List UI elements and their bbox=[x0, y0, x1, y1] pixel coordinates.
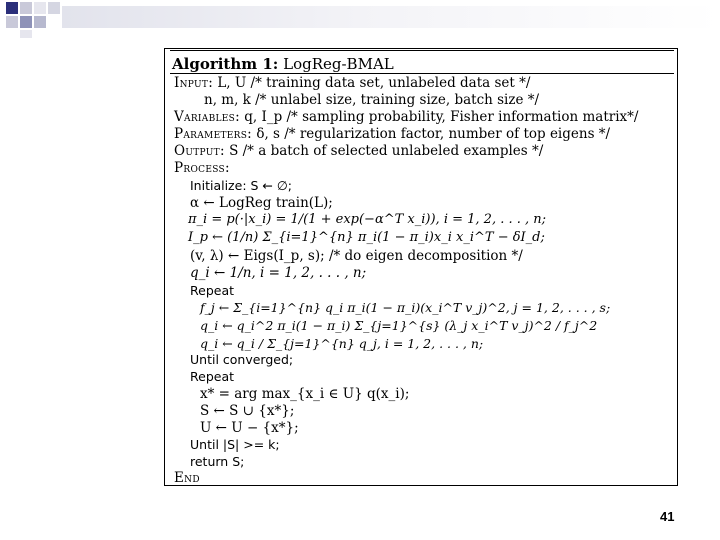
decorative-square bbox=[20, 2, 32, 14]
parameters-value: δ, s /* regularization factor, number of top eigens */ bbox=[256, 126, 611, 142]
process-line bbox=[174, 160, 230, 176]
step-until-converged: Until converged; bbox=[190, 352, 294, 367]
end-label: End bbox=[174, 470, 200, 486]
input-label: Input: bbox=[174, 75, 214, 91]
step-initialize: Initialize: S ← ∅; bbox=[190, 178, 292, 193]
algorithm-title-rule bbox=[170, 73, 674, 74]
step-remove-from-u: U ← U − {x*}; bbox=[200, 420, 299, 436]
input-value: L, U /* training data set, unlabeled data set */ bbox=[217, 75, 531, 91]
step-q-update: q_i ← q_i^2 π_i(1 − π_i) Σ_{j=1}^{s} (λ_j x_i^T v_j)^2 / f_j^2 bbox=[200, 318, 598, 333]
algorithm-heading bbox=[172, 55, 394, 73]
decorative-square bbox=[6, 16, 18, 28]
step-repeat-1: Repeat bbox=[190, 283, 235, 298]
step-q-normalize: q_i ← q_i / Σ_{j=1}^{n} q_j, i = 1, 2, . . . , n; bbox=[200, 336, 484, 351]
step-fisher: I_p ← (1/n) Σ_{i=1}^{n} π_i(1 − π_i)x_i x_i^T − δI_d; bbox=[188, 230, 545, 245]
algorithm-name: LogReg-BMAL bbox=[283, 55, 394, 73]
output-line bbox=[174, 143, 543, 159]
variables-value: q, I_p /* sampling probability, Fisher information matrix*/ bbox=[244, 109, 639, 125]
decorative-square bbox=[34, 16, 46, 28]
step-q-init: q_i ← 1/n, i = 1, 2, . . . , n; bbox=[190, 265, 367, 281]
decorative-square bbox=[34, 2, 46, 14]
decorative-square bbox=[6, 2, 18, 14]
decorative-square bbox=[20, 16, 32, 28]
input-line bbox=[174, 75, 530, 91]
decorative-header-band bbox=[0, 0, 720, 40]
step-repeat-2: Repeat bbox=[190, 369, 235, 384]
output-label: Output: bbox=[174, 143, 225, 159]
process-label: Process: bbox=[174, 160, 230, 176]
step-f-j: f_j ← Σ_{i=1}^{n} q_i π_i(1 − π_i)(x_i^T v_j)^2, j = 1, 2, . . . , s; bbox=[200, 300, 611, 315]
parameters-line bbox=[174, 126, 610, 142]
step-pi: π_i = p(·|x_i) = 1/(1 + exp(−α^T x_i)), i = 1, 2, . . . , n; bbox=[188, 212, 547, 227]
decorative-square bbox=[20, 30, 32, 38]
variables-label: Variables: bbox=[174, 109, 240, 125]
variables-line bbox=[174, 109, 638, 125]
algorithm-title: Algorithm 1: bbox=[172, 55, 279, 73]
input-value-2: n, m, k /* unlabel size, training size, batch size */ bbox=[204, 92, 540, 108]
step-argmax: x* = arg max_{x_i ∈ U} q(x_i); bbox=[200, 386, 410, 402]
step-add-to-s: S ← S ∪ {x*}; bbox=[200, 403, 295, 419]
parameters-label: Parameters: bbox=[174, 126, 253, 142]
output-value: S /* a batch of selected unlabeled examples */ bbox=[229, 143, 544, 159]
decorative-square bbox=[48, 2, 60, 14]
step-return: return S; bbox=[190, 454, 245, 469]
step-until-size: Until |S| >= k; bbox=[190, 437, 280, 452]
input-line-2 bbox=[204, 92, 539, 108]
decorative-band-fade bbox=[62, 6, 720, 28]
page-number: 41 bbox=[660, 509, 675, 524]
step-logreg-train: α ← LogReg train(L); bbox=[190, 195, 333, 211]
algorithm-top-rule bbox=[170, 50, 674, 51]
step-eigs: (v, λ) ← Eigs(I_p, s); /* do eigen decomposition */ bbox=[190, 248, 523, 264]
